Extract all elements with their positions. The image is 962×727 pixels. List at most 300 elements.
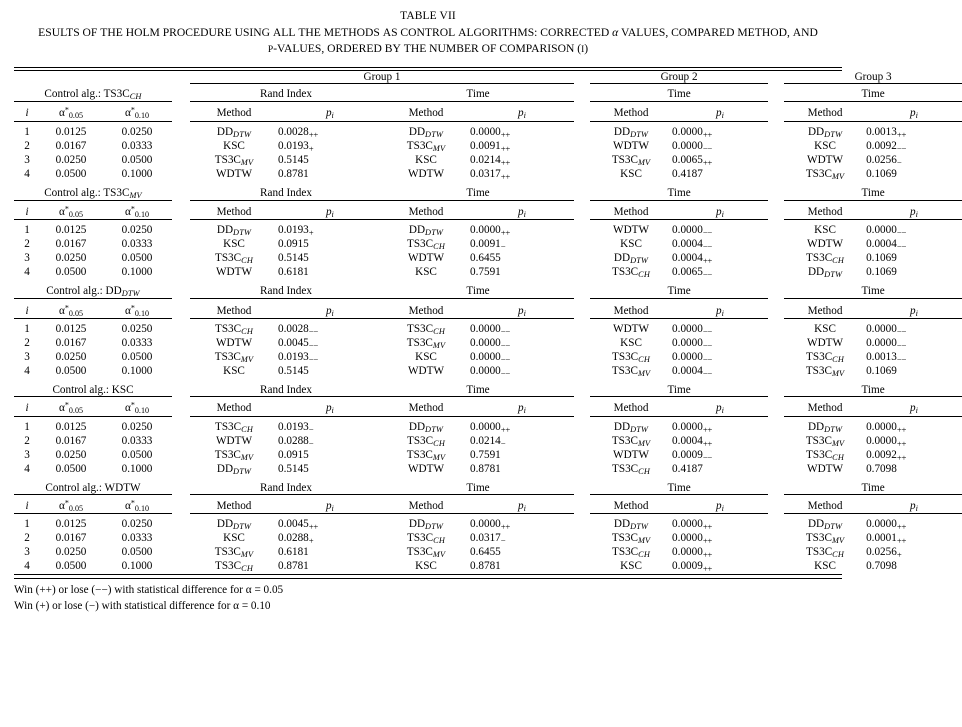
cell-p-value: $0.0000_{--}$ [672, 336, 713, 351]
block-header-row [14, 187, 962, 200]
cell-p-value: $0.0000_{++}$ [672, 532, 713, 546]
cell-p-value: $0.0065_{--}$ [672, 266, 713, 280]
cell-gap [768, 351, 784, 365]
column-header-p-t3: pi [866, 205, 962, 220]
cell-gap [574, 337, 590, 351]
cell-gap [172, 449, 190, 463]
column-header-method-t3: Method [784, 499, 866, 514]
cell-p-value: $0.0065_{++}$ [672, 153, 713, 168]
cell-method: DDDTW [408, 518, 444, 531]
cell-method: TS3CMV [406, 139, 446, 153]
column-header-i: i [14, 303, 40, 318]
cell-method: WDTW [613, 139, 650, 152]
table-number: TABLE VII [400, 10, 456, 22]
header-gap [172, 88, 190, 101]
cell-method: TS3CCH [214, 322, 253, 336]
column-header-p-ri: pi [278, 303, 382, 318]
cell-p-value: $0.0028_{++}$ [278, 125, 318, 140]
cell-gap [574, 323, 590, 337]
group-header-group-2: Group 2 [590, 71, 768, 84]
cell-comparison-index: 3 [24, 546, 30, 559]
cell-method: KSC [223, 139, 245, 152]
metric-header-time-g1: Time [382, 384, 574, 397]
cell-gap [768, 252, 784, 266]
column-header-method-t1: Method [382, 205, 470, 220]
header-gap [172, 303, 190, 318]
cell-alpha-005: 0.0167 [55, 238, 87, 251]
cell-method: WDTW [215, 167, 253, 180]
header-gap [574, 187, 590, 200]
cell-p-value: $0.0000_{++}$ [866, 420, 907, 434]
cell-gap [768, 154, 784, 168]
cell-gap [768, 560, 784, 574]
cell-gap [172, 337, 190, 351]
cell-p-value: $0.0092_{++}$ [866, 448, 907, 463]
header-gap [768, 401, 784, 416]
column-header-method-t2: Method [590, 106, 672, 121]
column-header-p-t2: pi [672, 499, 768, 514]
cell-alpha-010: 0.1000 [121, 266, 153, 279]
metric-header-time-g2: Time [590, 88, 768, 101]
cell-gap [574, 518, 590, 532]
cell-method: WDTW [407, 365, 445, 377]
cell-method: WDTW [807, 238, 844, 251]
cell-alpha-010: 0.0250 [121, 518, 153, 531]
cell-p-value: $0.0004_{--}$ [866, 238, 907, 252]
cell-p-value: $0.0001_{++}$ [866, 532, 907, 546]
column-header-p-t3: pi [866, 401, 962, 416]
cell-gap [172, 435, 190, 449]
column-header-method-t2: Method [590, 205, 672, 220]
cell-method: DDDTW [216, 518, 252, 531]
cell-p-value: $0.0000_{--}$ [866, 322, 907, 337]
column-header-row [14, 106, 962, 121]
cell-gap [574, 532, 590, 546]
header-gap [172, 499, 190, 514]
control-algorithm-label: Control alg.: TS3CMV [14, 187, 172, 200]
cell-alpha-010: 0.1000 [121, 462, 153, 475]
cell-alpha-010: 0.1000 [121, 365, 153, 377]
group-header-row [14, 71, 962, 84]
cell-p-value: 0.6181 [278, 546, 309, 559]
cell-comparison-index: 4 [24, 560, 30, 573]
column-header-method-t1: Method [382, 401, 470, 416]
cell-alpha-010: 0.0500 [121, 350, 153, 363]
group-header-group-1: Group 1 [190, 71, 574, 84]
cell-method: KSC [620, 167, 642, 180]
cell-method: WDTW [613, 322, 650, 335]
table-row [14, 435, 962, 449]
cell-method: DDDTW [807, 125, 843, 139]
cell-p-value: 0.0915 [278, 448, 309, 461]
table-row [14, 351, 962, 365]
footnote-alpha-010: Win (+) or lose (−) with statistical difference for α = 0.10 [14, 599, 271, 612]
cell-method: DDDTW [216, 125, 252, 139]
cell-method: TS3CCH [806, 350, 845, 364]
cell-method: KSC [814, 322, 836, 335]
metric-header-time-g3: Time [784, 384, 962, 397]
column-header-alpha-010: $\alpha^*_{0.10}$ [102, 205, 172, 220]
metric-header-rand-index: Rand Index [190, 88, 382, 101]
cell-method: TS3CMV [611, 153, 651, 167]
cell-gap [768, 463, 784, 477]
table-row [14, 168, 962, 182]
cell-gap [172, 532, 190, 546]
cell-gap [768, 323, 784, 337]
metric-header-rand-index: Rand Index [190, 482, 382, 495]
column-header-p-t1: pi [470, 205, 574, 220]
cell-gap [172, 463, 190, 477]
cell-gap [172, 238, 190, 252]
group-header-group-3: Group 3 [784, 71, 962, 84]
header-gap [574, 303, 590, 318]
cell-p-value: $0.0000_{--}$ [672, 350, 713, 365]
cell-comparison-index: 2 [24, 532, 30, 545]
table-row [14, 154, 962, 168]
cell-method: TS3CCH [806, 546, 845, 560]
header-gap [768, 205, 784, 220]
metric-header-time-g2: Time [590, 285, 768, 298]
column-header-p-t1: pi [470, 106, 574, 121]
header-gap [768, 187, 784, 200]
cell-method: TS3CCH [806, 448, 845, 462]
cell-gap [768, 435, 784, 449]
table-title-line1: ESULTS OF THE HOLM PROCEDURE USING ALL THE METHODS AS CONTROL ALGORITHMS: CORRECTED α VALUES, COMPARED METHOD, AND [38, 25, 818, 39]
header-gap [172, 384, 190, 397]
cell-alpha-010: 0.0500 [121, 153, 153, 166]
cell-method: TS3CMV [406, 448, 446, 462]
cell-method: TS3CCH [612, 350, 651, 364]
cell-method: TS3CCH [406, 238, 445, 252]
table-row [14, 266, 962, 280]
column-header-p-t1: pi [470, 401, 574, 416]
cell-alpha-005: 0.0250 [55, 546, 87, 559]
column-header-method-ri: Method [190, 303, 278, 318]
cell-gap [574, 365, 590, 379]
metric-header-time-g1: Time [382, 187, 574, 200]
cell-comparison-index: 1 [24, 322, 30, 335]
block-header-row [14, 285, 962, 298]
cell-p-value: $0.0004_{--}$ [672, 365, 713, 379]
cell-method: TS3CMV [805, 532, 845, 546]
header-gap [172, 106, 190, 121]
table-title-line2: P-VALUES, ORDERED BY THE NUMBER OF COMPARISON (I) [267, 42, 589, 56]
cell-method: WDTW [407, 167, 445, 180]
cell-p-value: $0.0028_{--}$ [278, 322, 318, 337]
table-row [14, 421, 962, 435]
cell-p-value: 0.7098 [866, 462, 897, 475]
cell-gap [768, 126, 784, 140]
cell-p-value: 0.8781 [278, 167, 309, 180]
column-header-p-t3: pi [866, 303, 962, 318]
cell-gap [574, 252, 590, 266]
cell-gap [172, 365, 190, 379]
column-header-alpha-005: $\alpha^*_{0.05}$ [40, 303, 102, 318]
cell-method: WDTW [215, 266, 253, 279]
cell-gap [768, 421, 784, 435]
cell-method: TS3CMV [805, 167, 845, 181]
cell-comparison-index: 2 [24, 238, 30, 251]
column-header-method-ri: Method [190, 401, 278, 416]
cell-method: KSC [814, 139, 836, 152]
cell-gap [768, 365, 784, 379]
cell-p-value: $0.0000_{++}$ [470, 420, 510, 434]
cell-gap [574, 560, 590, 574]
cell-gap [172, 126, 190, 140]
cell-gap [172, 421, 190, 435]
cell-alpha-010: 0.0250 [121, 420, 153, 433]
cell-comparison-index: 2 [24, 434, 30, 447]
cell-comparison-index: 3 [24, 448, 30, 461]
cell-gap [574, 238, 590, 252]
column-header-p-t2: pi [672, 303, 768, 318]
column-header-alpha-005: $\alpha^*_{0.05}$ [40, 106, 102, 121]
header-gap [574, 88, 590, 101]
header-gap [172, 187, 190, 200]
table-caption [14, 9, 842, 58]
header-gap [574, 285, 590, 298]
cell-alpha-005: 0.0250 [55, 350, 87, 363]
cell-comparison-index: 1 [24, 518, 30, 531]
cell-method: TS3CCH [214, 560, 253, 574]
column-header-p-t1: pi [470, 499, 574, 514]
cell-p-value: $0.0000_{--}$ [866, 336, 907, 351]
column-header-i: i [14, 499, 40, 514]
cell-gap [768, 168, 784, 182]
cell-method: TS3CMV [406, 336, 446, 350]
column-header-p-t2: pi [672, 401, 768, 416]
cell-p-value: 0.1069 [866, 365, 897, 377]
header-gap [768, 285, 784, 298]
group-header-spacer [14, 71, 190, 84]
header-gap [574, 499, 590, 514]
metric-header-time-g1: Time [382, 482, 574, 495]
cell-method: DDDTW [613, 252, 649, 266]
cell-method: TS3CCH [406, 434, 445, 448]
cell-gap [574, 421, 590, 435]
cell-alpha-010: 0.0250 [121, 125, 153, 138]
cell-method: TS3CCH [406, 322, 445, 336]
table-row [14, 365, 962, 379]
table-row [14, 337, 962, 351]
cell-p-value: $0.0000_{++}$ [866, 518, 907, 532]
cell-comparison-index: 2 [24, 139, 30, 152]
cell-p-value: $0.0000_{++}$ [470, 518, 510, 532]
metric-header-rand-index: Rand Index [190, 384, 382, 397]
cell-p-value: $0.0013_{++}$ [866, 125, 907, 140]
metric-header-rand-index: Rand Index [190, 285, 382, 298]
cell-method: TS3CMV [805, 434, 845, 448]
cell-comparison-index: 1 [24, 125, 30, 138]
group-header-gap [574, 71, 590, 84]
cell-gap [172, 546, 190, 560]
table-row [14, 449, 962, 463]
cell-alpha-005: 0.0125 [55, 224, 87, 237]
column-header-method-ri: Method [190, 106, 278, 121]
cell-method: KSC [415, 266, 437, 279]
column-header-method-t1: Method [382, 499, 470, 514]
column-header-row [14, 499, 962, 514]
footnotes [14, 579, 842, 614]
cell-comparison-index: 3 [24, 153, 30, 166]
table-row [14, 224, 962, 238]
table-row [14, 532, 962, 546]
table-row [14, 323, 962, 337]
column-header-p-ri: pi [278, 499, 382, 514]
cell-alpha-010: 0.0500 [121, 546, 153, 559]
table-row [14, 546, 962, 560]
cell-p-value: $0.0000_{--}$ [470, 365, 510, 379]
metric-header-time-g1: Time [382, 285, 574, 298]
column-header-method-ri: Method [190, 499, 278, 514]
cell-p-value: $0.0000_{--}$ [470, 336, 510, 351]
block-header-row [14, 384, 962, 397]
cell-gap [768, 337, 784, 351]
cell-p-value: $0.0256_+$ [866, 546, 902, 560]
cell-alpha-010: 0.0500 [121, 252, 153, 265]
cell-gap [172, 252, 190, 266]
cell-method: KSC [814, 560, 836, 573]
column-header-row [14, 205, 962, 220]
cell-method: WDTW [807, 153, 844, 166]
cell-method: KSC [223, 365, 245, 377]
cell-method: DDDTW [613, 125, 649, 139]
cell-p-value: 0.4187 [672, 462, 703, 475]
column-header-method-t3: Method [784, 303, 866, 318]
cell-comparison-index: 2 [24, 336, 30, 349]
cell-method: TS3CCH [612, 462, 651, 476]
column-header-alpha-010: $\alpha^*_{0.10}$ [102, 303, 172, 318]
cell-p-value: $0.0000_{++}$ [672, 546, 713, 560]
cell-gap [574, 546, 590, 560]
cell-p-value: 0.6455 [470, 252, 501, 265]
cell-p-value: 0.4187 [672, 167, 703, 180]
cell-method: DDDTW [216, 224, 252, 237]
column-header-p-t1: pi [470, 303, 574, 318]
cell-method: TS3CCH [214, 252, 253, 266]
cell-method: TS3CCH [214, 420, 253, 434]
cell-gap [574, 266, 590, 280]
column-header-row [14, 303, 962, 318]
cell-comparison-index: 4 [24, 167, 30, 180]
column-header-alpha-005: $\alpha^*_{0.05}$ [40, 499, 102, 514]
cell-gap [172, 266, 190, 280]
cell-gap [172, 518, 190, 532]
cell-gap [574, 224, 590, 238]
cell-alpha-010: 0.0333 [121, 336, 153, 349]
header-gap [768, 106, 784, 121]
control-algorithm-label: Control alg.: TS3CCH [14, 88, 172, 101]
cell-p-value: $0.0000_{++}$ [470, 125, 510, 140]
cell-gap [574, 168, 590, 182]
cell-method: TS3CMV [611, 434, 651, 448]
cell-method: DDDTW [613, 518, 649, 531]
cell-p-value: $0.0317_{++}$ [470, 167, 510, 182]
cell-p-value: 0.7591 [470, 266, 501, 279]
cell-method: TS3CMV [214, 153, 254, 167]
metric-header-time-g3: Time [784, 285, 962, 298]
cell-p-value: $0.0193_+$ [278, 224, 314, 238]
cell-comparison-index: 3 [24, 350, 30, 363]
header-gap [768, 482, 784, 495]
cell-method: DDDTW [408, 224, 444, 237]
column-header-alpha-005: $\alpha^*_{0.05}$ [40, 205, 102, 220]
cell-p-value: 0.5145 [278, 252, 309, 265]
header-gap [768, 384, 784, 397]
cell-p-value: $0.0092_{--}$ [866, 139, 907, 154]
column-header-p-ri: pi [278, 205, 382, 220]
header-gap [172, 205, 190, 220]
cell-method: TS3CCH [806, 252, 845, 266]
cell-method: TS3CMV [611, 532, 651, 546]
control-algorithm-label: Control alg.: KSC [14, 384, 172, 397]
cell-method: WDTW [613, 224, 650, 237]
cell-p-value: 0.5145 [278, 365, 309, 377]
cell-comparison-index: 4 [24, 365, 30, 377]
table-row [14, 238, 962, 252]
cell-gap [172, 168, 190, 182]
cell-alpha-005: 0.0500 [55, 560, 87, 573]
metric-header-rand-index: Rand Index [190, 187, 382, 200]
header-gap [172, 401, 190, 416]
cell-alpha-010: 0.0333 [121, 238, 153, 251]
cell-gap [574, 449, 590, 463]
cell-p-value: $0.0214_-$ [470, 434, 506, 449]
column-header-p-ri: pi [278, 401, 382, 416]
cell-gap [768, 224, 784, 238]
cell-method: WDTW [215, 434, 253, 447]
header-gap [172, 285, 190, 298]
header-gap [574, 401, 590, 416]
cell-method: TS3CCH [612, 266, 651, 280]
cell-method: KSC [223, 532, 245, 545]
cell-p-value: 0.5145 [278, 462, 309, 475]
cell-method: TS3CCH [612, 546, 651, 560]
cell-method: WDTW [407, 252, 445, 265]
cell-method: DDDTW [613, 420, 649, 434]
column-header-alpha-010: $\alpha^*_{0.10}$ [102, 499, 172, 514]
cell-p-value: 0.8781 [470, 462, 501, 475]
cell-p-value: $0.0091_-$ [470, 238, 506, 252]
cell-p-value: $0.0000_{--}$ [866, 224, 907, 238]
cell-comparison-index: 1 [24, 224, 30, 237]
cell-alpha-005: 0.0167 [55, 336, 87, 349]
cell-method: DDDTW [807, 420, 843, 434]
control-algorithm-label: Control alg.: WDTW [14, 482, 172, 495]
metric-header-time-g3: Time [784, 88, 962, 101]
cell-alpha-005: 0.0167 [55, 434, 87, 447]
cell-p-value: $0.0000_{++}$ [672, 518, 713, 532]
cell-method: TS3CMV [611, 365, 651, 378]
cell-p-value: $0.0317_-$ [470, 532, 506, 546]
cell-p-value: $0.0288_-$ [278, 434, 314, 449]
cell-alpha-010: 0.0333 [121, 434, 153, 447]
cell-p-value: 0.5145 [278, 153, 309, 166]
cell-gap [768, 546, 784, 560]
cell-p-value: $0.0193_{--}$ [278, 350, 318, 365]
cell-p-value: 0.1069 [866, 252, 897, 265]
cell-gap [172, 323, 190, 337]
cell-gap [172, 224, 190, 238]
cell-method: DDDTW [408, 420, 444, 434]
cell-p-value: 0.6455 [470, 546, 501, 559]
cell-gap [172, 154, 190, 168]
cell-alpha-005: 0.0500 [55, 462, 87, 475]
cell-gap [574, 126, 590, 140]
column-header-p-t3: pi [866, 106, 962, 121]
cell-gap [172, 351, 190, 365]
cell-p-value: $0.0000_{--}$ [672, 139, 713, 154]
